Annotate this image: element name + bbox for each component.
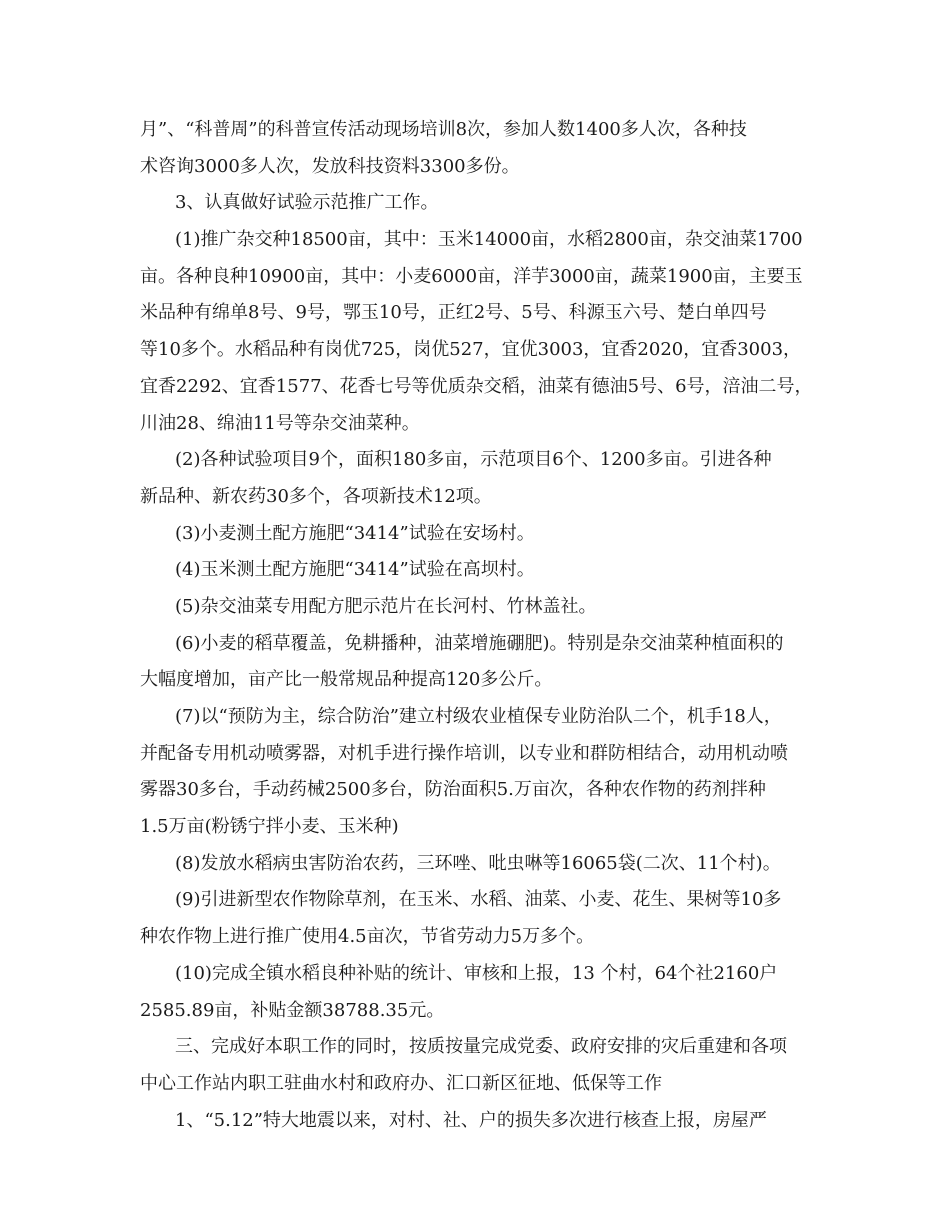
document-body (140, 112, 815, 1139)
text-line: 2585.89亩，补贴金额38788.35元。 (140, 999, 445, 1021)
text-line: 宜香2292、宜香1577、花香七号等优质杂交稻，油菜有德油5号、6号，涪油二号， (140, 375, 813, 397)
text-line: (10)完成全镇水稻良种补贴的统计、审核和上报，13 个村，64个社2160户 (175, 962, 778, 984)
text-line: (4)玉米测土配方施肥“3414”试验在高坝村。 (175, 559, 535, 581)
text-line: 中心工作站内职工驻曲水村和政府办、汇口新区征地、低保等工作 (140, 1072, 662, 1094)
text-line: 并配备专用机动喷雾器，对机手进行操作培训，以专业和群防相结合，动用机动喷 (140, 742, 788, 764)
text-line: 川油28、绵油11号等杂交油菜种。 (140, 412, 420, 434)
text-line: 1、“5.12”特大地震以来，对村、社、户的损失多次进行核查上报，房屋严 (175, 1109, 767, 1131)
text-line: 亩。各种良种10900亩，其中：小麦6000亩，洋芋3000亩，蔬菜1900亩，主要玉 (140, 265, 803, 287)
text-line: (9)引进新型农作物除草剂，在玉米、水稻、油菜、小麦、花生、果树等10多 (175, 889, 782, 911)
text-line: 月”、“科普周”的科普宣传活动现场培训8次，参加人数1400多人次，各种技 (140, 119, 747, 140)
text-line: 1.5万亩(粉锈宁拌小麦、玉米种) (140, 816, 399, 838)
text-line: 大幅度增加，亩产比一般常规品种提高120多公斤。 (140, 669, 553, 691)
text-line: 3、认真做好试验示范推广工作。 (175, 192, 439, 214)
text-line: (7)以“预防为主，综合防治”建立村级农业植保专业防治队二个，机手18人， (175, 706, 782, 727)
text-line: 雾器30多台，手动药械2500多台，防治面积5.万亩次，各种农作物的药剂拌种 (140, 779, 766, 801)
text-line: 种农作物上进行推广使用4.5亩次，节省劳动力5万多个。 (140, 926, 595, 948)
text-line: (3)小麦测土配方施肥“3414”试验在安场村。 (175, 522, 535, 544)
text-line: 术咨询3000多人次，发放科技资料3300多份。 (140, 155, 520, 177)
text-line: (2)各种试验项目9个，面积180多亩，示范项目6个、1200多亩。引进各种 (175, 449, 772, 471)
text-line: (5)杂交油菜专用配方肥示范片在长河村、竹林盖社。 (175, 595, 597, 617)
text-line: 三、完成好本职工作的同时，按质按量完成党委、政府安排的灾后重建和各项 (175, 1036, 787, 1058)
text-line: 米品种有绵单8号、9号，鄂玉10号，正红2号、5号、科源玉六号、楚白单四号 (140, 302, 767, 324)
text-line: 新品种、新农药30多个，各项新技术12项。 (140, 485, 492, 507)
text-line: (6)小麦的稻草覆盖，免耕播种，油菜增施硼肥)。特别是杂交油菜种植面积的 (175, 632, 784, 654)
text-line: (1)推广杂交种18500亩，其中：玉米14000亩，水稻2800亩，杂交油菜1700 (175, 229, 803, 251)
text-line: (8)发放水稻病虫害防治农药，三环唑、吡虫啉等16065袋(二次、11个村)。 (175, 852, 781, 874)
text-line: 等10多个。水稻品种有岗优725，岗优527，宜优3003，宜香2020，宜香3003， (140, 339, 802, 361)
